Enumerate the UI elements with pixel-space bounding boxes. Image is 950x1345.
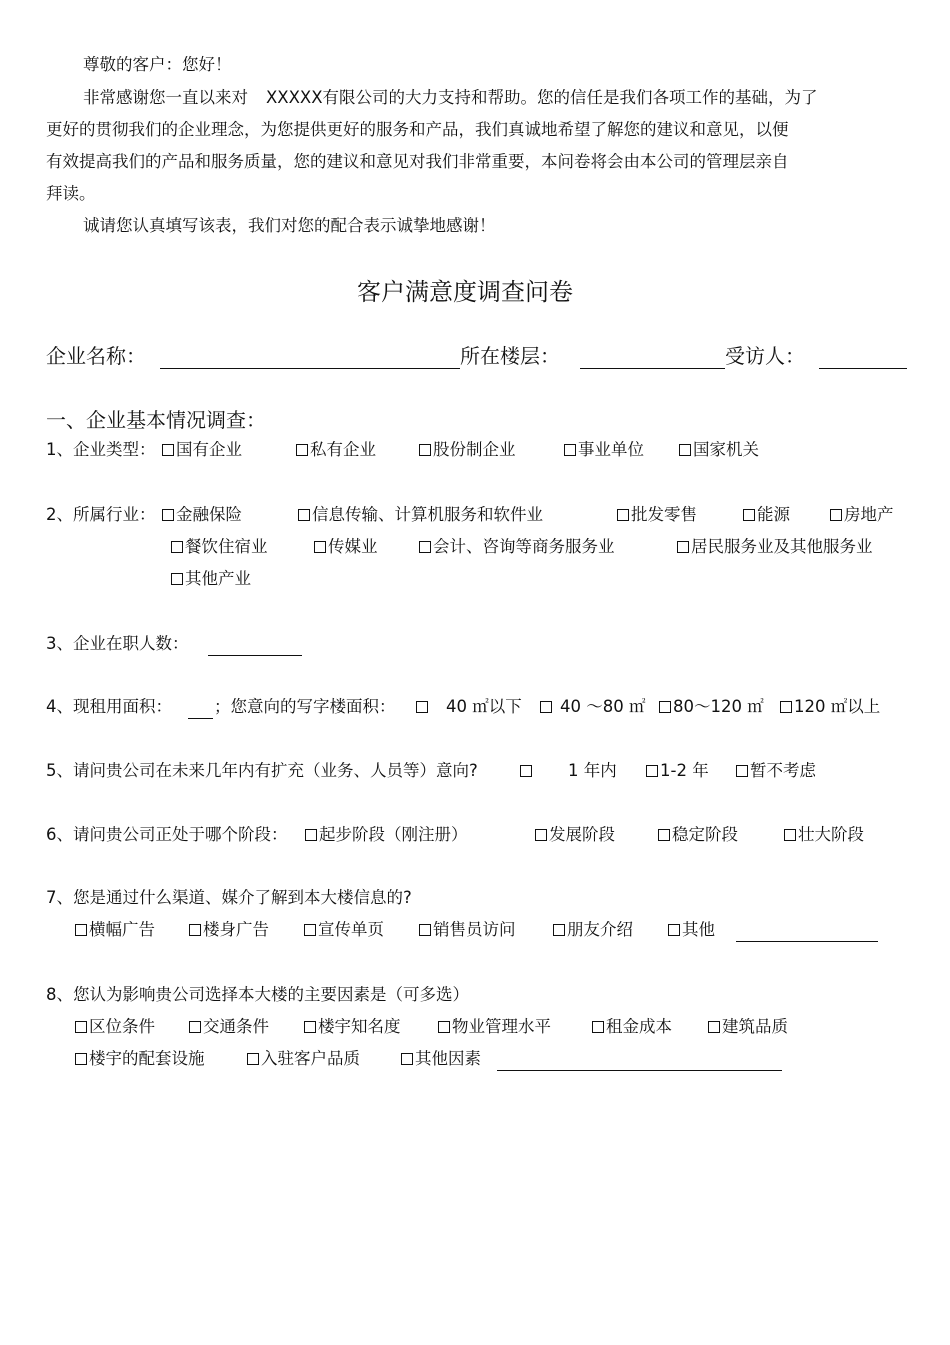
checkbox[interactable] [171,541,183,553]
q6-option[interactable]: 稳定阶段 [658,824,738,846]
checkbox[interactable] [679,444,691,456]
checkbox[interactable] [296,444,308,456]
letter-paragraph-1-line-4: 拜读。 [46,184,96,203]
checkbox[interactable] [736,765,748,777]
interviewee-field[interactable] [819,346,907,369]
q4-option[interactable]: 40 ～80 ㎡ [540,696,645,718]
floor-label: 所在楼层： [460,344,560,368]
q6-option[interactable]: 壮大阶段 [784,824,864,846]
q4-mid-label: ；您意向的写字楼面积： [214,697,396,716]
q8-label: 8、您认为影响贵公司选择本大楼的主要因素是（可多选） [46,985,469,1004]
checkbox[interactable] [520,765,532,777]
checkbox[interactable] [189,924,201,936]
q2-option[interactable]: 批发零售 [617,504,697,526]
q8-option[interactable]: 区位条件 [75,1016,155,1038]
q1-option[interactable]: 国家机关 [679,439,759,461]
q2-option[interactable]: 房地产 [830,504,894,526]
checkbox[interactable] [438,1021,450,1033]
q2-option[interactable]: 传媒业 [314,536,378,558]
checkbox[interactable] [162,444,174,456]
q6-option[interactable]: 发展阶段 [535,824,615,846]
checkbox[interactable] [708,1021,720,1033]
checkbox[interactable] [830,509,842,521]
letter-paragraph-2: 诚请您认真填写该表，我们对您的配合表示诚挚地感谢！ [83,216,496,235]
floor-field[interactable] [580,346,725,369]
q1-label: 1、企业类型： [46,440,156,459]
checkbox[interactable] [305,829,317,841]
checkbox[interactable] [75,1053,87,1065]
checkbox[interactable] [419,924,431,936]
q7-option[interactable]: 宣传单页 [304,919,384,941]
q8-option[interactable]: 建筑品质 [708,1016,788,1038]
q1-option[interactable]: 事业单位 [564,439,644,461]
q5-option[interactable]: 1 年内 [520,760,617,782]
q2-option[interactable]: 其他产业 [171,568,251,590]
q1-option[interactable]: 私有企业 [296,439,376,461]
q7-other-field[interactable] [736,919,878,942]
q2-option[interactable]: 居民服务业及其他服务业 [677,536,873,558]
q7-option[interactable]: 销售员访问 [419,919,516,941]
q6-label: 6、请问贵公司正处于哪个阶段： [46,825,288,844]
company-placeholder: XXXXX [266,88,323,107]
q8-other-field[interactable] [497,1048,782,1071]
q5-label: 5、请问贵公司在未来几年内有扩充（业务、人员等）意向? [46,761,478,780]
company-name-label: 企业名称： [46,344,146,368]
checkbox[interactable] [780,701,792,713]
q8-option[interactable]: 租金成本 [592,1016,672,1038]
page-title: 客户满意度调查问卷 [357,278,573,306]
q2-option[interactable]: 信息传输、计算机服务和软件业 [298,504,543,526]
q2-option[interactable]: 金融保险 [162,504,242,526]
info-row [46,340,907,369]
q7-option[interactable]: 朋友介绍 [553,919,633,941]
checkbox[interactable] [659,701,671,713]
q2-option[interactable]: 餐饮住宿业 [171,536,268,558]
q6-option[interactable]: 起步阶段（刚注册） [305,824,468,846]
section-heading: 一、企业基本情况调查： [46,408,266,432]
q5-option[interactable]: 1-2 年 [646,760,709,782]
q8-option[interactable]: 楼宇知名度 [304,1016,401,1038]
q8-option[interactable]: 楼宇的配套设施 [75,1048,205,1070]
q4-label: 4、现租用面积： [46,697,172,716]
letter-lead: 非常感谢您一直以来对 [83,88,248,107]
q7-option[interactable]: 楼身广告 [189,919,269,941]
q1-option[interactable]: 国有企业 [162,439,242,461]
q8-option[interactable]: 交通条件 [189,1016,269,1038]
q7-option[interactable]: 其他 [668,919,715,941]
letter-rest: 有限公司的大力支持和帮助。您的信任是我们各项工作的基础，为了 [322,88,818,107]
checkbox[interactable] [171,573,183,585]
checkbox[interactable] [419,444,431,456]
checkbox[interactable] [304,1021,316,1033]
checkbox[interactable] [617,509,629,521]
checkbox[interactable] [677,541,689,553]
q8-option[interactable]: 物业管理水平 [438,1016,551,1038]
q1-option[interactable]: 股份制企业 [419,439,516,461]
q2-option[interactable]: 能源 [743,504,790,526]
checkbox[interactable] [419,541,431,553]
q4-option[interactable]: 120 ㎡以上 [780,696,880,718]
checkbox[interactable] [189,1021,201,1033]
letter-paragraph-1-line-1 [83,87,818,109]
checkbox[interactable] [743,509,755,521]
checkbox[interactable] [416,701,428,713]
checkbox[interactable] [162,509,174,521]
q8-option[interactable]: 其他因素 [401,1048,481,1070]
interviewee-label: 受访人： [725,344,805,368]
q4-current-area-field[interactable] [188,696,213,719]
greeting: 尊敬的客户：您好！ [83,55,232,74]
q4-option[interactable]: 40 ㎡以下 [416,696,522,718]
q2-label: 2、所属行业： [46,505,156,524]
checkbox[interactable] [646,765,658,777]
checkbox[interactable] [668,924,680,936]
checkbox[interactable] [75,1021,87,1033]
checkbox[interactable] [304,924,316,936]
q7-label: 7、您是通过什么渠道、媒介了解到本大楼信息的? [46,888,412,907]
checkbox[interactable] [247,1053,259,1065]
checkbox[interactable] [553,924,565,936]
checkbox[interactable] [658,829,670,841]
company-name-field[interactable] [160,346,460,369]
q2-option[interactable]: 会计、咨询等商务服务业 [419,536,615,558]
checkbox[interactable] [540,701,552,713]
letter-paragraph-1-line-2: 更好的贯彻我们的企业理念，为您提供更好的服务和产品，我们真诚地希望了解您的建议和意见，以便 [46,120,789,139]
checkbox[interactable] [564,444,576,456]
letter-paragraph-1-line-3: 有效提高我们的产品和服务质量，您的建议和意见对我们非常重要，本问卷将会由本公司的管理层亲自 [46,152,789,171]
q3-field[interactable] [208,633,302,656]
checkbox[interactable] [298,509,310,521]
checkbox[interactable] [535,829,547,841]
checkbox[interactable] [75,924,87,936]
checkbox[interactable] [401,1053,413,1065]
q5-option[interactable]: 暂不考虑 [736,760,816,782]
q7-option[interactable]: 横幅广告 [75,919,155,941]
checkbox[interactable] [314,541,326,553]
q8-option[interactable]: 入驻客户品质 [247,1048,360,1070]
checkbox[interactable] [784,829,796,841]
q3-label: 3、企业在职人数： [46,634,189,653]
checkbox[interactable] [592,1021,604,1033]
q4-option[interactable]: 80～120 ㎡ [659,696,764,718]
